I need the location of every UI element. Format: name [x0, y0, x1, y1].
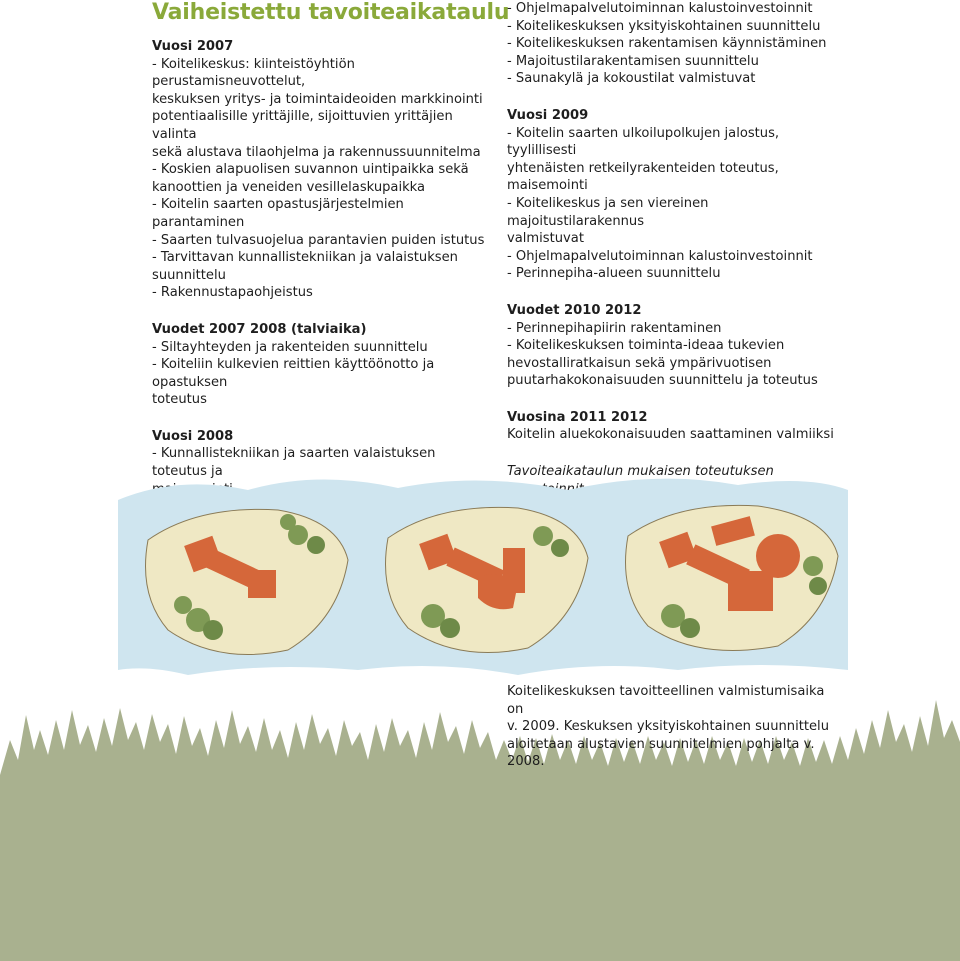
caption-line: Koitelikeskuksen tavoitteellinen valmistumisaika on	[507, 684, 825, 717]
text-line: - Kunnallistekniikan ja saarten valaistuksen toteutus ja	[152, 446, 436, 480]
text-line: hevostalliratkaisun sekä ympärivuotisen	[507, 355, 772, 371]
text-line: Koitelin aluekokonaisuuden saattaminen valmiiksi	[507, 427, 834, 443]
text-line: - Saarten tulvasuojelua parantavien puiden istutus	[152, 232, 485, 248]
section-2010-2012	[507, 302, 839, 390]
text-line: - Koitelikeskuksen toiminta-ideaa tukevien	[507, 338, 785, 354]
text-line: - Ohjelmapalvelutoiminnan kalustoinvestoinnit	[507, 248, 813, 264]
text-line: - Koitelikeskuksen rakentamisen käynnistäminen	[507, 36, 827, 52]
text-line: - Koskien alapuolisen suvannon uintipaikka sekä	[152, 162, 469, 178]
section-2009	[507, 107, 839, 283]
caption-line: v. 2009. Keskuksen yksityiskohtainen suunnittelu	[507, 719, 829, 735]
text-line: - Koiteliin kulkevien reittien käyttöönotto ja opastuksen	[152, 357, 435, 390]
text-line: - Koitelikeskus ja sen viereinen majoitustilarakennus	[507, 195, 709, 229]
section-2007-2008	[152, 321, 490, 409]
section-2007	[152, 38, 490, 302]
text-line: kanoottien ja veneiden vesillelaskupaikka	[152, 179, 426, 195]
text-line: - Koitelin saarten ulkoilupolkujen jalostus, tyylillisesti	[507, 125, 780, 159]
text-line: valmistuvat	[507, 231, 584, 247]
text-line: - Koitelin saarten opastusjärjestelmien parantaminen	[152, 197, 404, 230]
text-line: keskuksen yritys- ja toimintaideoiden markkinointi	[152, 91, 483, 107]
page-title: Vaiheistettu tavoiteaikataulu	[152, 0, 510, 25]
text-line: - Perinnepihapiirin rakentaminen	[507, 320, 722, 336]
text-line: - Rakennustapaohjeistus	[152, 285, 313, 301]
text-line: - Koitelikeskus: kiinteistöyhtiön perustamisneuvottelut,	[152, 56, 355, 90]
text-line: - Tarvittavan kunnallistekniikan ja valaistuksen	[152, 250, 458, 266]
text-line: toteutus	[152, 392, 207, 408]
text-line: - Saunakylä ja kokoustilat valmistuvat	[507, 71, 756, 87]
section-heading: Vuosi 2007	[152, 39, 234, 54]
text-line: - Ohjelmapalvelutoiminnan kalustoinvestoinnit	[507, 1, 813, 16]
note-line: Tavoiteaikataulun mukaisen toteutuksen	[507, 464, 774, 480]
text-line: puutarhakokonaisuuden suunnittelu ja toteutus	[507, 373, 818, 389]
section-2011-2012	[507, 409, 839, 444]
section-heading: Vuodet 2010 2012	[507, 302, 642, 318]
section-heading: Vuosi 2008	[152, 428, 234, 444]
text-line: - Koitelikeskuksen yksityiskohtainen suunnittelu	[507, 18, 821, 34]
text-line: - Perinnepiha-alueen suunnittelu	[507, 266, 721, 282]
text-line: - Siltayhteyden ja rakenteiden suunnittelu	[152, 339, 428, 355]
section-continued	[507, 0, 839, 88]
caption-line: aloitetaan alustavien suunnitelmien pohjalta v. 2008.	[507, 736, 815, 770]
section-heading: Vuodet 2007 2008 (talviaika)	[152, 321, 367, 337]
illustration-caption	[507, 683, 837, 771]
site-plan-illustrations	[118, 470, 848, 680]
text-line: - Majoitustilarakentamisen suunnittelu	[507, 53, 759, 69]
section-heading: Vuosina 2011 2012	[507, 409, 648, 425]
text-line: potentiaalisille yrittäjille, sijoittuvien yrittäjien valinta	[152, 109, 453, 142]
section-heading: Vuosi 2009	[507, 107, 589, 123]
text-line: yhtenäisten retkeilyrakenteiden toteutus, maisemointi	[507, 160, 779, 194]
text-line: suunnittelu	[152, 267, 226, 283]
text-line: sekä alustava tilaohjelma ja rakennussuunnitelma	[152, 144, 481, 160]
